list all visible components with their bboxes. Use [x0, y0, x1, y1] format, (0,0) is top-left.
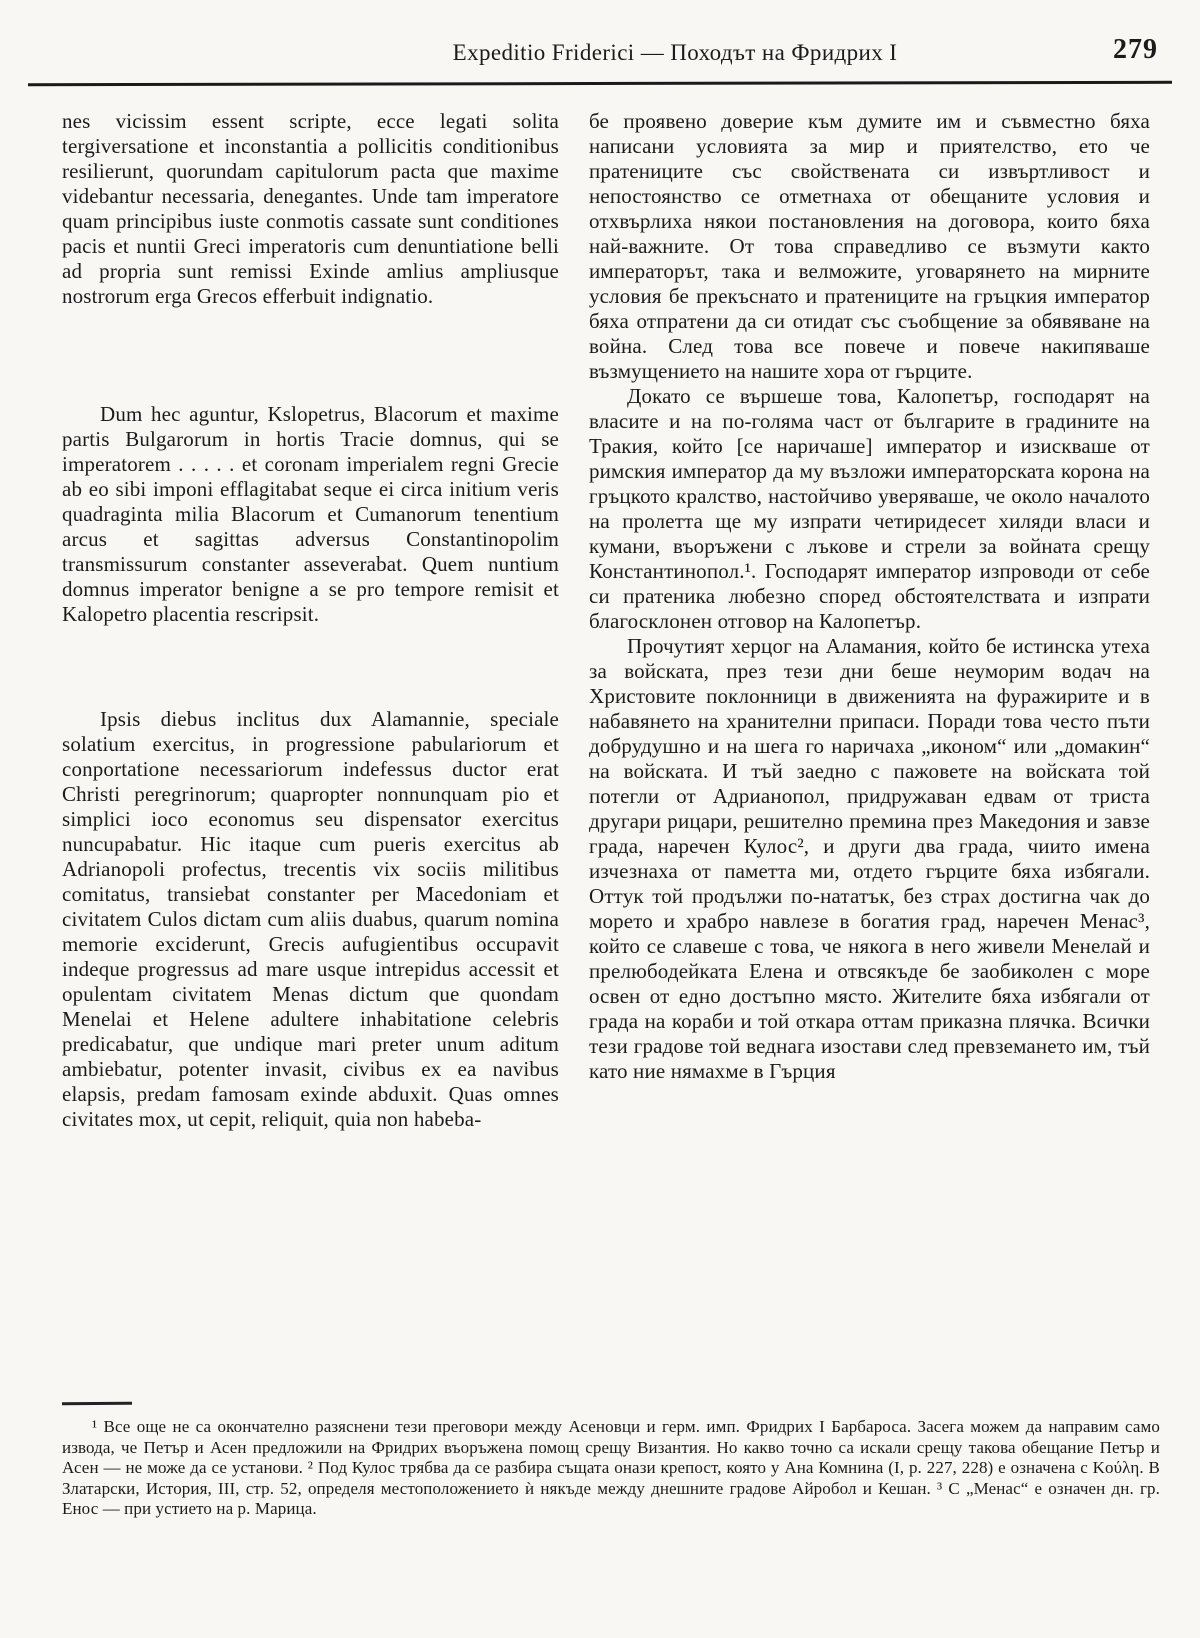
running-title: Expeditio Friderici — Походът на Фридрих I [452, 40, 898, 65]
latin-paragraph-1: nes vicissim essent scripte, ecce legati solita tergiversatione et inconstantia a pollicitis conditionibus resilierunt, quorundam capitulorum pacta que maxime videbantur necessaria, denegantes. Unde tam imperatore quam principibus iuste conmotis cassate sunt conditiones pacis et nuntii Greci imperatoris cum denuntiatione belli ad propria sunt remissi Exinde amlius ampliusque nostrorum erga Grecos efferbuit indignatio. [62, 108, 559, 308]
text-columns [0, 109, 1200, 1132]
latin-paragraph-3: Ipsis diebus inclitus dux Alamannie, speciale solatium exercitus, in progressione pabulariorum et conportatione necessariorum indefessus ductor erat Christi peregrinorum; quapropter nonnunquam pio et simplici ioco economus seu dispensator exercitus nuncupabatur. Hic itaque cum pueris exercitus ab Adrianopoli profectus, trecentis vix sociis militibus comitatus, transiebat constanter per Macedoniam et civitatem Culos dictam cum aliis duabus, quarum nomina memorie exciderunt, Grecis aufugientibus occupavit indeque progressus ad mare usque intrepidus accessit et opulentam civitatem Menas dictum que quondam Menelai et Helene adultere inhabitatione celebris predicabatur, que undique mari preter unum aditum ambiebatur, potenter invasit, civibus ex ea navibus elapsis, predam famosam exinde abduxit. Quas omnes civitates mox, ut cepit, reliquit, quia non habeba- [62, 706, 559, 1131]
footnote-text: ¹ Все още не са окончателно разяснени тези преговори между Асеновци и герм. имп. Фридрих I Барбароса. Засега можем да направим само извода, че Петър и Асен предложили на Фридрих въоръжена помощ срещу Византия. Но какво точно са искали срещу такова обещание Петър и Асен — не може да се установи. ² Под Кулос трябва да се разбира същата онази крепост, която у Ана Комнина (I, p. 227, 228) е означена с Κούλη. В Златарски, История, III, стр. 52, определя местоположението ѝ някъде между днешните градове Айробол и Кешан. ³ С „Менас“ е означен дн. гр. Енос — при устието на р. Марица. [62, 1417, 1160, 1518]
footnotes-section [62, 1402, 1160, 1520]
bulgarian-paragraph-3: Прочутият херцог на Аламания, който бе истинска утеха за войската, през тези дни беше неуморим водач на Христовите поклонници в движенията на фуражирите и в набавянето на хранителни припаси. Поради това често пъти добрудушно и на шега го наричаха „иконом“ или „домакин“ на войската. И тъй заедно с пажовете на войската той потегли от Адрианопол, придружаван едвам от триста другари рицари, решително премина през Македония и завзе града, наречен Кулос², и други два града, чиито имена изчезнаха от паметта ми, отдето гърците бяха избягали. Оттук той продължи по-нататък, без страх достигна чак до морето и храбро навлезе в богатия град, наречен Менас³, който се славеше с това, че някога в него живели Менелай и прелюбодейката Елена и отвсякъде бе заобиколен с море освен от едно достъпно място. Жителите бяха избягали от града на кораби и той откара оттам приказна плячка. Всички тези градове той веднага изостави след превземането им, тъй като ние нямахме в Гърция [589, 633, 1150, 1083]
header-line [0, 34, 1200, 74]
bulgarian-paragraph-2: Докато се вършеше това, Калопетър, господарят на власите и на по-голяма част от българите в градините на Тракия, който [се наричаше] император и изискваше от римския император да му възложи императорската корона на гръцкото кралство, настойчиво уверяваше, че около началото на пролетта ще му изпрати четиридесет хиляди власи и кумани, въоръжени с лъкове и стрели за войната срещу Константинопол.¹. Господарят император изпроводи от себе си пратеника любезно според обстоятелствата и изпрати благосклонен отговор на Калопетър. [589, 383, 1150, 633]
footnote-rule [62, 1402, 132, 1405]
latin-paragraph-2: Dum hec aguntur, Kslopetrus, Blacorum et maxime partis Bulgarorum in hortis Tracie domnus, qui se imperatorem . . . . . et coronam imperialem regni Grecie ab eo sibi imponi efflagitabat seque ei circa initium veris quadraginta milia Blacorum et Cumanorum tenentium arcus et sagittas adversus Constantinopolim transmissurum constanter asseverabat. Quem nuntium domnus imperator benigne a se pro tempore remisit et Kalopetro placentia rescripsit. [62, 401, 559, 626]
header-rule [28, 81, 1172, 86]
bulgarian-paragraph-1: бе проявено доверие към думите им и съвместно бяха написани условията за мир и приятелство, ето че пратениците със свойствената си извъртливост и непостоянство се отметнаха от обещаните условия и отхвърлиха някои постановления на договора, които бяха най-важните. От това справедливо се възмути както императорът, така и велможите, уговарянето на мирните условия бе прекъснато и пратениците на гръцкия император бяха отпратени да си отидат със съобщение за обявяване на война. След това все повече и повече накипяваше възмущението на нашите хора от гърците. [589, 108, 1150, 383]
bulgarian-column [589, 109, 1150, 1132]
page-header [0, 0, 1200, 85]
latin-column [62, 109, 559, 1132]
page-number: 279 [1113, 34, 1158, 65]
